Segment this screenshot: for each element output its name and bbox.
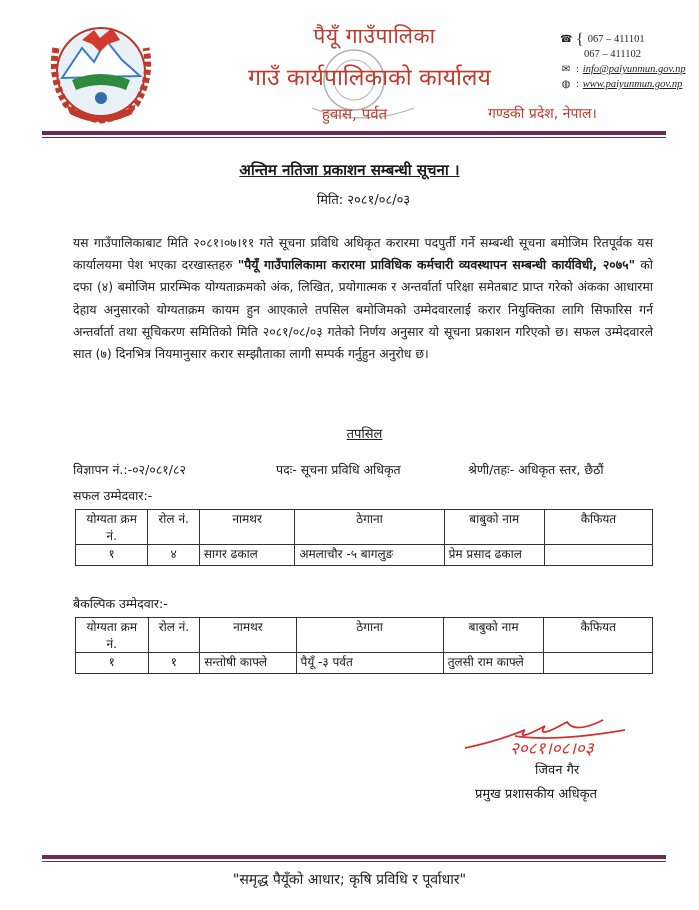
column-header: बाबुको नाम bbox=[444, 510, 544, 545]
table-cell: पैयूँ -३ पर्वत bbox=[296, 653, 443, 674]
web-row: ◍ : www.paiyunmun.gov.np bbox=[561, 79, 683, 90]
successful-candidates-label: सफल उम्मेदवार:- bbox=[73, 488, 153, 503]
notice-body bbox=[73, 232, 653, 365]
table-header-row bbox=[76, 510, 653, 545]
phone-2: 067 – 411102 bbox=[584, 49, 641, 60]
table-cell: सागर ढकाल bbox=[199, 545, 294, 566]
notice-body-procedure: "पैयूँ गाउँपालिकामा करारमा प्राविधिक कर्मचारी व्यवस्थापन सम्बन्धी कार्यविधी, २०७५" bbox=[237, 257, 636, 273]
column-header: रोल नं. bbox=[148, 618, 200, 653]
schedule-heading: तपसिल bbox=[346, 427, 383, 442]
table-cell: प्रेम प्रसाद ढकाल bbox=[444, 545, 544, 566]
column-header: योग्यता क्रम नं. bbox=[76, 510, 148, 545]
table-cell: १ bbox=[148, 653, 200, 674]
notice-body-part2: को दफा (४) बमोजिम प्रारम्भिक योग्यताक्रमको अंक, लिखित, प्रयोगात्मक र अन्तर्वार्ता परिक्षा समेतबाट प्राप्त गरेको अंकका आधारमा देहाय अनुसारको योग्यताक्रम कायम हुन आएकाले तपसिल बमोजिमको उम्मेदवारलाई करार नियुक्तिका लागि सिफारिस गर्न अन्तर्वार्ता तथा सूचिकरण समितिको मिति २०८१/०८/०३ गतेको निर्णय अनुसार यो सूचना प्रकाशन गरिएको छ। सफल उम्मेदवारले सात (७) दिनभित्र नियमानुसार करार सम्झौताका लागी सम्पर्क गर्नुहुन अनुरोध छ। bbox=[73, 257, 653, 362]
email-link[interactable]: info@paiyunmun.gov.np bbox=[582, 64, 686, 75]
alternate-candidates-table bbox=[75, 617, 653, 674]
column-header: ठेगाना bbox=[295, 510, 444, 545]
column-header: योग्यता क्रम नं. bbox=[76, 618, 149, 653]
office-address: हुवास, पर्वत bbox=[321, 105, 388, 123]
signature-mark bbox=[455, 708, 655, 768]
phone-1: 067 – 411101 bbox=[587, 34, 645, 45]
office-name: पैयूँ गाउँपालिका bbox=[313, 24, 436, 48]
table-cell: १ bbox=[76, 545, 148, 566]
footer-divider bbox=[42, 855, 666, 859]
website-link[interactable]: www.paiyunmun.gov.np bbox=[582, 79, 683, 90]
table-cell: तुलसी राम काफ्ले bbox=[443, 653, 544, 674]
footer-slogan: "समृद्ध पैयूँको आधार; कृषि प्रविधि र पूर्वाधार" bbox=[232, 872, 467, 888]
notice-date: मिति: २०८१/०८/०३ bbox=[316, 193, 411, 208]
table-row bbox=[76, 653, 653, 674]
telephone-icon: ☎ bbox=[560, 34, 573, 45]
successful-candidates-table bbox=[75, 509, 653, 566]
column-header: नामथर bbox=[199, 510, 294, 545]
post-name: पदः- सूचना प्रविधि अधिकृत bbox=[276, 462, 401, 477]
envelope-icon: ✉ bbox=[561, 64, 571, 75]
office-subtitle: गाउँ कार्यपालिकाको कार्यालय bbox=[248, 65, 491, 91]
notice-body-part1: यस गाउँपालिकाबाट मिति २०८१।०७।११ गते सूचना प्रविधि अधिकृत करारमा पदपुर्ती गर्ने सम्बन्धी सूचना बमोजिम रितपूर्वक यस कार्यालयमा पेश भएका दरखास्तहरु bbox=[73, 235, 653, 273]
table-cell: अमलाचौर -५ बागलुङ bbox=[295, 545, 444, 566]
column-header: कैफियत bbox=[544, 618, 653, 653]
column-header: बाबुको नाम bbox=[443, 618, 544, 653]
province-label: गण्डकी प्रदेश, नेपाल। bbox=[488, 106, 597, 122]
header-divider-thin bbox=[42, 137, 666, 138]
table-cell: १ bbox=[76, 653, 149, 674]
signer-name: जिवन गैर bbox=[535, 763, 580, 778]
header-divider bbox=[42, 131, 666, 135]
table-cell: सन्तोषी काफ्ले bbox=[200, 653, 296, 674]
notice-title: अन्तिम नतिजा प्रकाशन सम्बन्धी सूचना । bbox=[239, 161, 460, 179]
advertisement-number: विज्ञापन नं.:-०२/०८१/८२ bbox=[73, 462, 187, 477]
column-header: रोल नं. bbox=[148, 510, 200, 545]
phone-row: ☎ { 067 – 411101 bbox=[560, 30, 645, 48]
column-header: ठेगाना bbox=[296, 618, 443, 653]
column-header: नामथर bbox=[200, 618, 296, 653]
table-cell: ४ bbox=[148, 545, 200, 566]
column-header: कैफियत bbox=[544, 510, 652, 545]
post-level: श्रेणी/तहः- अधिकृत स्तर, छैठौं bbox=[468, 462, 604, 477]
table-header-row bbox=[76, 618, 653, 653]
table-row bbox=[76, 545, 653, 566]
contact-block bbox=[560, 32, 686, 92]
phone-row-2 bbox=[560, 47, 686, 62]
email-row: ✉ : info@paiyunmun.gov.np bbox=[561, 64, 686, 75]
globe-icon: ◍ bbox=[561, 79, 571, 90]
table-cell bbox=[544, 653, 653, 674]
signature-date: २०८१।०८।०३ bbox=[510, 739, 594, 759]
footer-divider-thin bbox=[42, 861, 666, 862]
table-cell bbox=[544, 545, 652, 566]
alternate-candidates-label: बैकल्पिक उम्मेदवार:- bbox=[73, 596, 168, 611]
signer-title: प्रमुख प्रशासकीय अधिकृत bbox=[475, 787, 598, 802]
